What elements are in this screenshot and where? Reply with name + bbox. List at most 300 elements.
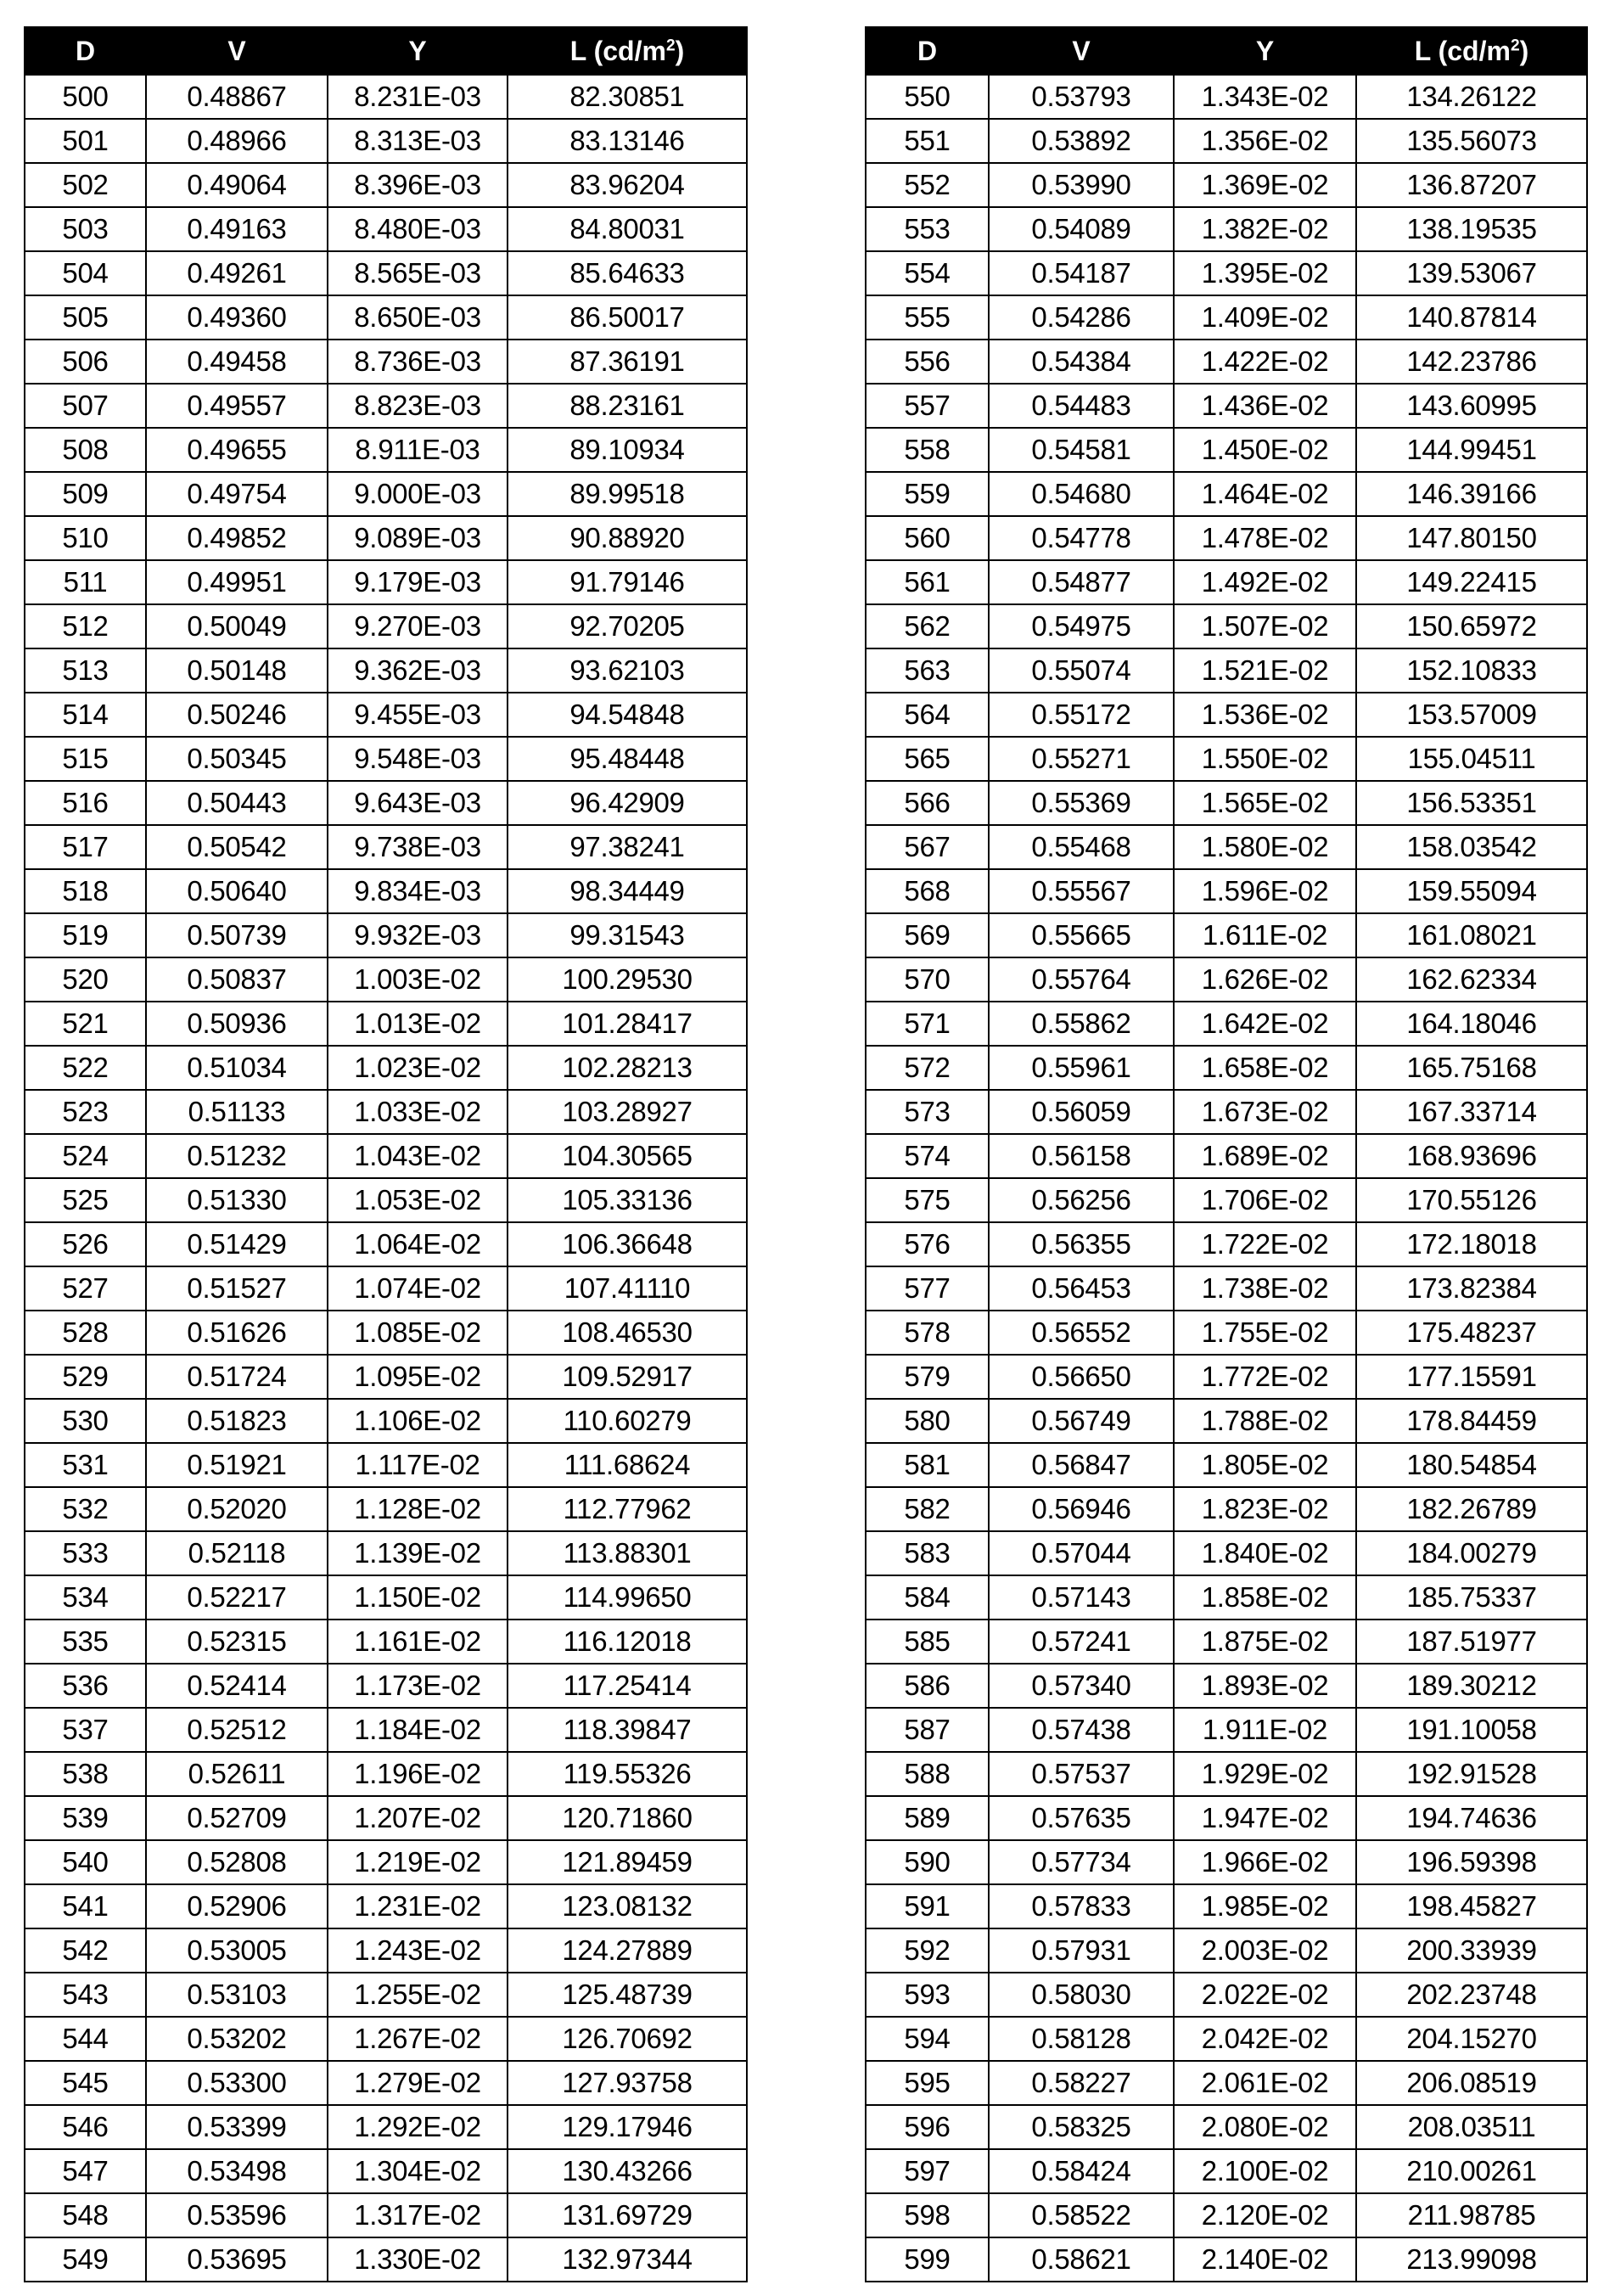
cell-y: 1.580E-02 xyxy=(1174,825,1356,869)
cell-l: 208.03511 xyxy=(1356,2105,1587,2149)
cell-v: 0.56552 xyxy=(989,1311,1174,1355)
cell-v: 0.52906 xyxy=(146,1884,328,1928)
cell-y: 1.722E-02 xyxy=(1174,1222,1356,1266)
cell-l: 198.45827 xyxy=(1356,1884,1587,1928)
cell-l: 131.69729 xyxy=(508,2193,747,2237)
table-row xyxy=(866,1090,1587,1134)
cell-l: 136.87207 xyxy=(1356,163,1587,207)
cell-l: 82.30851 xyxy=(508,75,747,119)
cell-v: 0.54680 xyxy=(989,472,1174,516)
table-row xyxy=(866,472,1587,516)
cell-d: 572 xyxy=(866,1046,989,1090)
cell-d: 541 xyxy=(25,1884,146,1928)
cell-l: 124.27889 xyxy=(508,1928,747,1973)
header-d: D xyxy=(866,27,989,75)
cell-l: 180.54854 xyxy=(1356,1443,1587,1487)
cell-d: 515 xyxy=(25,737,146,781)
cell-v: 0.58621 xyxy=(989,2237,1174,2282)
cell-d: 592 xyxy=(866,1928,989,1973)
cell-d: 510 xyxy=(25,516,146,560)
table-row xyxy=(866,1134,1587,1178)
cell-d: 561 xyxy=(866,560,989,604)
cell-l: 182.26789 xyxy=(1356,1487,1587,1531)
cell-y: 1.033E-02 xyxy=(328,1090,508,1134)
cell-y: 1.095E-02 xyxy=(328,1355,508,1399)
cell-v: 0.50148 xyxy=(146,648,328,693)
cell-l: 167.33714 xyxy=(1356,1090,1587,1134)
table-row xyxy=(866,1884,1587,1928)
cell-d: 565 xyxy=(866,737,989,781)
table-row xyxy=(25,1311,747,1355)
cell-v: 0.51429 xyxy=(146,1222,328,1266)
table-row xyxy=(25,737,747,781)
cell-y: 1.196E-02 xyxy=(328,1752,508,1796)
cell-v: 0.54581 xyxy=(989,428,1174,472)
cell-y: 1.330E-02 xyxy=(328,2237,508,2282)
table-row xyxy=(25,384,747,428)
cell-l: 191.10058 xyxy=(1356,1708,1587,1752)
cell-l: 134.26122 xyxy=(1356,75,1587,119)
cell-d: 578 xyxy=(866,1311,989,1355)
table-row xyxy=(866,1178,1587,1222)
cell-v: 0.52414 xyxy=(146,1664,328,1708)
cell-y: 9.179E-03 xyxy=(328,560,508,604)
cell-v: 0.51724 xyxy=(146,1355,328,1399)
cell-d: 505 xyxy=(25,295,146,340)
table-row xyxy=(25,693,747,737)
cell-y: 1.464E-02 xyxy=(1174,472,1356,516)
cell-l: 95.48448 xyxy=(508,737,747,781)
cell-d: 531 xyxy=(25,1443,146,1487)
cell-v: 0.48867 xyxy=(146,75,328,119)
cell-v: 0.50936 xyxy=(146,1002,328,1046)
cell-y: 1.267E-02 xyxy=(328,2017,508,2061)
table-row xyxy=(25,2237,747,2282)
cell-d: 538 xyxy=(25,1752,146,1796)
cell-v: 0.49754 xyxy=(146,472,328,516)
table-row xyxy=(25,781,747,825)
cell-y: 1.626E-02 xyxy=(1174,957,1356,1002)
table-row xyxy=(866,2193,1587,2237)
table-row xyxy=(25,1399,747,1443)
table-row xyxy=(25,516,747,560)
table-row xyxy=(25,2017,747,2061)
table-row xyxy=(866,340,1587,384)
cell-d: 501 xyxy=(25,119,146,163)
cell-l: 192.91528 xyxy=(1356,1752,1587,1796)
cell-y: 9.932E-03 xyxy=(328,913,508,957)
cell-y: 1.231E-02 xyxy=(328,1884,508,1928)
cell-y: 1.550E-02 xyxy=(1174,737,1356,781)
cell-d: 500 xyxy=(25,75,146,119)
cell-d: 516 xyxy=(25,781,146,825)
cell-l: 213.99098 xyxy=(1356,2237,1587,2282)
cell-l: 88.23161 xyxy=(508,384,747,428)
cell-y: 1.536E-02 xyxy=(1174,693,1356,737)
table-row xyxy=(866,1046,1587,1090)
cell-y: 1.219E-02 xyxy=(328,1840,508,1884)
cell-l: 159.55094 xyxy=(1356,869,1587,913)
cell-y: 2.042E-02 xyxy=(1174,2017,1356,2061)
cell-v: 0.53399 xyxy=(146,2105,328,2149)
table-row xyxy=(866,1002,1587,1046)
cell-d: 522 xyxy=(25,1046,146,1090)
cell-d: 570 xyxy=(866,957,989,1002)
cell-v: 0.50837 xyxy=(146,957,328,1002)
cell-l: 177.15591 xyxy=(1356,1355,1587,1399)
cell-y: 9.089E-03 xyxy=(328,516,508,560)
cell-d: 563 xyxy=(866,648,989,693)
cell-d: 579 xyxy=(866,1355,989,1399)
cell-v: 0.57044 xyxy=(989,1531,1174,1575)
cell-d: 529 xyxy=(25,1355,146,1399)
cell-v: 0.57537 xyxy=(989,1752,1174,1796)
cell-l: 90.88920 xyxy=(508,516,747,560)
table-row xyxy=(25,560,747,604)
cell-d: 586 xyxy=(866,1664,989,1708)
cell-d: 593 xyxy=(866,1973,989,2017)
table-row xyxy=(25,2061,747,2105)
table-row xyxy=(25,1443,747,1487)
cell-d: 511 xyxy=(25,560,146,604)
cell-y: 2.003E-02 xyxy=(1174,1928,1356,1973)
cell-y: 8.823E-03 xyxy=(328,384,508,428)
cell-v: 0.57340 xyxy=(989,1664,1174,1708)
cell-v: 0.56158 xyxy=(989,1134,1174,1178)
cell-d: 594 xyxy=(866,2017,989,2061)
cell-d: 532 xyxy=(25,1487,146,1531)
table-row xyxy=(25,1222,747,1266)
table-row xyxy=(866,207,1587,251)
cell-v: 0.53300 xyxy=(146,2061,328,2105)
cell-d: 574 xyxy=(866,1134,989,1178)
table-row xyxy=(25,648,747,693)
cell-v: 0.56847 xyxy=(989,1443,1174,1487)
cell-y: 1.279E-02 xyxy=(328,2061,508,2105)
cell-v: 0.55369 xyxy=(989,781,1174,825)
table-row xyxy=(25,207,747,251)
cell-l: 104.30565 xyxy=(508,1134,747,1178)
cell-d: 517 xyxy=(25,825,146,869)
cell-l: 113.88301 xyxy=(508,1531,747,1575)
cell-v: 0.51232 xyxy=(146,1134,328,1178)
cell-y: 8.736E-03 xyxy=(328,340,508,384)
table-row xyxy=(25,75,747,119)
cell-v: 0.50443 xyxy=(146,781,328,825)
cell-d: 599 xyxy=(866,2237,989,2282)
cell-l: 143.60995 xyxy=(1356,384,1587,428)
cell-l: 211.98785 xyxy=(1356,2193,1587,2237)
cell-y: 1.117E-02 xyxy=(328,1443,508,1487)
cell-d: 584 xyxy=(866,1575,989,1620)
cell-v: 0.57931 xyxy=(989,1928,1174,1973)
table-row xyxy=(25,1090,747,1134)
cell-l: 129.17946 xyxy=(508,2105,747,2149)
cell-l: 87.36191 xyxy=(508,340,747,384)
cell-l: 96.42909 xyxy=(508,781,747,825)
cell-l: 178.84459 xyxy=(1356,1399,1587,1443)
cell-y: 1.395E-02 xyxy=(1174,251,1356,295)
table-row xyxy=(25,295,747,340)
table-row xyxy=(25,825,747,869)
table-row xyxy=(866,1752,1587,1796)
cell-y: 1.947E-02 xyxy=(1174,1796,1356,1840)
cell-v: 0.49852 xyxy=(146,516,328,560)
table-row xyxy=(866,251,1587,295)
table-row xyxy=(25,340,747,384)
cell-v: 0.51626 xyxy=(146,1311,328,1355)
cell-d: 547 xyxy=(25,2149,146,2193)
cell-d: 567 xyxy=(866,825,989,869)
cell-l: 109.52917 xyxy=(508,1355,747,1399)
cell-y: 8.650E-03 xyxy=(328,295,508,340)
cell-d: 528 xyxy=(25,1311,146,1355)
table-row xyxy=(866,648,1587,693)
cell-d: 558 xyxy=(866,428,989,472)
cell-v: 0.56059 xyxy=(989,1090,1174,1134)
cell-y: 1.369E-02 xyxy=(1174,163,1356,207)
cell-v: 0.51133 xyxy=(146,1090,328,1134)
cell-l: 150.65972 xyxy=(1356,604,1587,648)
cell-d: 525 xyxy=(25,1178,146,1222)
cell-l: 164.18046 xyxy=(1356,1002,1587,1046)
cell-d: 548 xyxy=(25,2193,146,2237)
cell-v: 0.52512 xyxy=(146,1708,328,1752)
cell-v: 0.49557 xyxy=(146,384,328,428)
header-y: Y xyxy=(328,27,508,75)
cell-y: 9.834E-03 xyxy=(328,869,508,913)
cell-d: 540 xyxy=(25,1840,146,1884)
cell-y: 1.139E-02 xyxy=(328,1531,508,1575)
cell-v: 0.56256 xyxy=(989,1178,1174,1222)
cell-y: 1.150E-02 xyxy=(328,1575,508,1620)
cell-y: 8.480E-03 xyxy=(328,207,508,251)
cell-d: 514 xyxy=(25,693,146,737)
table-row xyxy=(866,1664,1587,1708)
cell-d: 543 xyxy=(25,1973,146,2017)
table-row xyxy=(866,1796,1587,1840)
cell-v: 0.56946 xyxy=(989,1487,1174,1531)
cell-y: 1.343E-02 xyxy=(1174,75,1356,119)
table-row xyxy=(25,957,747,1002)
cell-l: 194.74636 xyxy=(1356,1796,1587,1840)
cell-l: 200.33939 xyxy=(1356,1928,1587,1973)
cell-l: 125.48739 xyxy=(508,1973,747,2017)
cell-l: 204.15270 xyxy=(1356,2017,1587,2061)
cell-y: 1.521E-02 xyxy=(1174,648,1356,693)
table-row xyxy=(866,2237,1587,2282)
cell-v: 0.58522 xyxy=(989,2193,1174,2237)
cell-l: 92.70205 xyxy=(508,604,747,648)
table-row xyxy=(25,1973,747,2017)
table-row xyxy=(25,119,747,163)
cell-l: 89.99518 xyxy=(508,472,747,516)
cell-v: 0.49064 xyxy=(146,163,328,207)
cell-y: 1.106E-02 xyxy=(328,1399,508,1443)
cell-d: 519 xyxy=(25,913,146,957)
cell-y: 1.013E-02 xyxy=(328,1002,508,1046)
cell-y: 1.507E-02 xyxy=(1174,604,1356,648)
table-row xyxy=(866,1620,1587,1664)
cell-l: 126.70692 xyxy=(508,2017,747,2061)
cell-v: 0.54089 xyxy=(989,207,1174,251)
cell-l: 119.55326 xyxy=(508,1752,747,1796)
cell-l: 102.28213 xyxy=(508,1046,747,1090)
cell-v: 0.50640 xyxy=(146,869,328,913)
table-header xyxy=(866,27,1587,75)
cell-v: 0.55074 xyxy=(989,648,1174,693)
cell-v: 0.57143 xyxy=(989,1575,1174,1620)
table-row xyxy=(25,1002,747,1046)
table-row xyxy=(866,781,1587,825)
cell-l: 152.10833 xyxy=(1356,648,1587,693)
table-row xyxy=(25,604,747,648)
cell-d: 566 xyxy=(866,781,989,825)
cell-y: 8.313E-03 xyxy=(328,119,508,163)
table-row xyxy=(866,1443,1587,1487)
cell-l: 130.43266 xyxy=(508,2149,747,2193)
cell-v: 0.55862 xyxy=(989,1002,1174,1046)
cell-d: 564 xyxy=(866,693,989,737)
table-row xyxy=(866,1708,1587,1752)
cell-d: 546 xyxy=(25,2105,146,2149)
table-row xyxy=(866,1928,1587,1973)
cell-v: 0.53990 xyxy=(989,163,1174,207)
cell-d: 577 xyxy=(866,1266,989,1311)
cell-d: 507 xyxy=(25,384,146,428)
cell-v: 0.57241 xyxy=(989,1620,1174,1664)
table-row xyxy=(25,1134,747,1178)
header-y: Y xyxy=(1174,27,1356,75)
cell-d: 580 xyxy=(866,1399,989,1443)
cell-l: 196.59398 xyxy=(1356,1840,1587,1884)
cell-l: 98.34449 xyxy=(508,869,747,913)
cell-d: 590 xyxy=(866,1840,989,1884)
cell-d: 535 xyxy=(25,1620,146,1664)
cell-l: 187.51977 xyxy=(1356,1620,1587,1664)
cell-l: 103.28927 xyxy=(508,1090,747,1134)
cell-y: 1.184E-02 xyxy=(328,1708,508,1752)
cell-v: 0.53892 xyxy=(989,119,1174,163)
cell-l: 110.60279 xyxy=(508,1399,747,1443)
cell-d: 552 xyxy=(866,163,989,207)
cell-l: 105.33136 xyxy=(508,1178,747,1222)
cell-l: 114.99650 xyxy=(508,1575,747,1620)
cell-d: 591 xyxy=(866,1884,989,1928)
table-row xyxy=(25,913,747,957)
cell-l: 175.48237 xyxy=(1356,1311,1587,1355)
cell-l: 83.13146 xyxy=(508,119,747,163)
table-row xyxy=(25,472,747,516)
cell-d: 587 xyxy=(866,1708,989,1752)
cell-v: 0.49261 xyxy=(146,251,328,295)
cell-v: 0.54187 xyxy=(989,251,1174,295)
cell-y: 1.985E-02 xyxy=(1174,1884,1356,1928)
cell-y: 9.738E-03 xyxy=(328,825,508,869)
cell-v: 0.55567 xyxy=(989,869,1174,913)
table-row xyxy=(25,2193,747,2237)
cell-l: 94.54848 xyxy=(508,693,747,737)
header-l xyxy=(1356,27,1587,75)
cell-d: 595 xyxy=(866,2061,989,2105)
cell-l: 100.29530 xyxy=(508,957,747,1002)
cell-v: 0.51034 xyxy=(146,1046,328,1090)
cell-y: 1.255E-02 xyxy=(328,1973,508,2017)
header-l xyxy=(508,27,747,75)
cell-y: 1.409E-02 xyxy=(1174,295,1356,340)
table-row xyxy=(25,1796,747,1840)
cell-l: 156.53351 xyxy=(1356,781,1587,825)
cell-y: 8.911E-03 xyxy=(328,428,508,472)
table-row xyxy=(866,295,1587,340)
cell-v: 0.52808 xyxy=(146,1840,328,1884)
cell-v: 0.51823 xyxy=(146,1399,328,1443)
cell-y: 9.455E-03 xyxy=(328,693,508,737)
cell-l: 135.56073 xyxy=(1356,119,1587,163)
table-row xyxy=(866,1266,1587,1311)
cell-d: 575 xyxy=(866,1178,989,1222)
cell-d: 569 xyxy=(866,913,989,957)
table-row xyxy=(866,869,1587,913)
cell-v: 0.57734 xyxy=(989,1840,1174,1884)
table-body xyxy=(866,75,1587,2282)
cell-l: 120.71860 xyxy=(508,1796,747,1840)
cell-l: 123.08132 xyxy=(508,1884,747,1928)
cell-d: 598 xyxy=(866,2193,989,2237)
cell-v: 0.53005 xyxy=(146,1928,328,1973)
table-row xyxy=(25,1178,747,1222)
table-row xyxy=(866,1487,1587,1531)
cell-v: 0.58424 xyxy=(989,2149,1174,2193)
table-row xyxy=(25,1928,747,1973)
cell-d: 555 xyxy=(866,295,989,340)
cell-v: 0.49458 xyxy=(146,340,328,384)
table-row xyxy=(25,1487,747,1531)
cell-y: 1.023E-02 xyxy=(328,1046,508,1090)
cell-d: 506 xyxy=(25,340,146,384)
cell-v: 0.56453 xyxy=(989,1266,1174,1311)
cell-y: 1.478E-02 xyxy=(1174,516,1356,560)
cell-y: 1.706E-02 xyxy=(1174,1178,1356,1222)
cell-l: 173.82384 xyxy=(1356,1266,1587,1311)
cell-v: 0.55172 xyxy=(989,693,1174,737)
cell-y: 8.396E-03 xyxy=(328,163,508,207)
cell-v: 0.55961 xyxy=(989,1046,1174,1090)
cell-d: 544 xyxy=(25,2017,146,2061)
cell-l: 111.68624 xyxy=(508,1443,747,1487)
cell-d: 583 xyxy=(866,1531,989,1575)
cell-d: 589 xyxy=(866,1796,989,1840)
cell-v: 0.54483 xyxy=(989,384,1174,428)
cell-d: 508 xyxy=(25,428,146,472)
table-header xyxy=(25,27,747,75)
cell-d: 549 xyxy=(25,2237,146,2282)
cell-y: 1.422E-02 xyxy=(1174,340,1356,384)
table-row xyxy=(866,428,1587,472)
cell-v: 0.48966 xyxy=(146,119,328,163)
cell-d: 551 xyxy=(866,119,989,163)
cell-v: 0.55468 xyxy=(989,825,1174,869)
cell-y: 8.231E-03 xyxy=(328,75,508,119)
cell-v: 0.54384 xyxy=(989,340,1174,384)
table-row xyxy=(25,428,747,472)
cell-v: 0.53695 xyxy=(146,2237,328,2282)
table-row xyxy=(866,2017,1587,2061)
cell-l: 144.99451 xyxy=(1356,428,1587,472)
cell-l: 138.19535 xyxy=(1356,207,1587,251)
cell-v: 0.53202 xyxy=(146,2017,328,2061)
cell-d: 521 xyxy=(25,1002,146,1046)
